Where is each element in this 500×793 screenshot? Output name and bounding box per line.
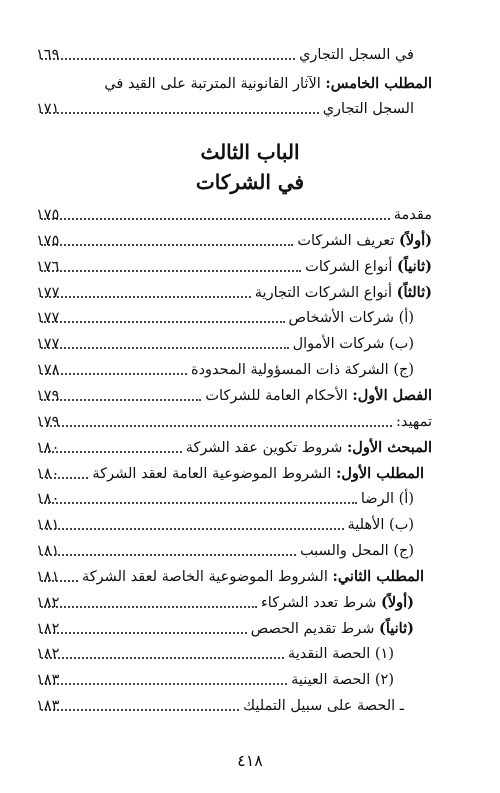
toc-entry xyxy=(37,329,432,353)
toc-page-number: ١٧٨ xyxy=(36,362,60,378)
toc-entry-label xyxy=(361,490,414,508)
toc-entry-text: ـ الحصة على سبيل التمليك xyxy=(243,698,404,714)
dot-leader xyxy=(41,606,257,608)
toc-entry-bold: (ثالثاً) xyxy=(396,284,432,301)
toc-page-number: ١٨٣ xyxy=(36,672,60,688)
toc-entry-text: تعريف الشركات xyxy=(297,233,399,249)
dot-leader xyxy=(41,632,247,634)
toc-entry-text: (ب) شركات الأموال xyxy=(292,336,414,352)
toc-entry-top-3 xyxy=(37,94,432,118)
chapter-title: الباب الثالث xyxy=(200,140,300,164)
toc-entry-bold: (أولاً) xyxy=(380,594,414,611)
toc-entry xyxy=(37,639,432,663)
toc-page-number: ١٨٢ xyxy=(36,595,60,611)
toc-page-number: ١٨٢ xyxy=(36,646,60,662)
dot-leader xyxy=(41,112,319,114)
toc-entry-label xyxy=(205,387,432,405)
toc-entry xyxy=(37,252,432,276)
toc-entry-label xyxy=(191,361,414,379)
toc-entry-text: (ج) المحل والسبب xyxy=(299,543,414,559)
toc-page-number: ١٦٩ xyxy=(36,47,60,63)
toc-entry-label xyxy=(297,232,432,250)
toc-page-number: ١٧٥ xyxy=(36,207,60,223)
toc-entry xyxy=(37,665,432,689)
toc-entry-text: الآثار القانونية المترتبة على القيد في xyxy=(104,76,326,92)
toc-page-number: ١٨١ xyxy=(36,569,60,585)
toc-entry-label xyxy=(288,645,394,663)
toc-page-number: ١٧٦ xyxy=(36,259,60,275)
toc-entry-text: (٢) الحصة العينية xyxy=(291,672,394,688)
toc-entry-bold: المطلب الأول: xyxy=(336,465,424,482)
toc-entry-label xyxy=(82,568,424,586)
toc-entry-label xyxy=(305,258,432,276)
toc-entry-label xyxy=(261,594,414,612)
toc-page-number: ١٨١ xyxy=(36,543,60,559)
toc-entry-bold: (ثانياً) xyxy=(378,620,414,637)
dot-leader xyxy=(41,554,296,556)
toc-entry xyxy=(37,484,432,508)
toc-entry-text: أنواع الشركات xyxy=(305,259,397,275)
toc-page-number: ١٨٣ xyxy=(36,698,60,714)
toc-entry-bold: المبحث الأول: xyxy=(346,439,432,456)
toc-entry-text: (أ) الرضا xyxy=(360,491,414,507)
toc-entry-bold: المطلب الثاني: xyxy=(332,568,424,585)
toc-entry-text: تمهيد: xyxy=(396,414,432,430)
toc-entry-label xyxy=(300,542,414,560)
toc-entry-text: الأحكام العامة للشركات xyxy=(205,388,353,404)
toc-entry xyxy=(37,226,432,250)
toc-entry xyxy=(37,433,432,457)
toc-entry-text: (أ) شركات الأشخاص xyxy=(288,310,414,326)
toc-entry-text: الشروط الموضوعية العامة لعقد الشركة xyxy=(92,466,336,482)
toc-entry-label xyxy=(348,516,414,534)
dot-leader xyxy=(41,58,295,60)
toc-entry-bold: (ثانياً) xyxy=(396,258,432,275)
toc-entry xyxy=(37,562,432,586)
toc-entry-label xyxy=(291,671,394,689)
dot-leader xyxy=(41,657,284,659)
toc-entry-bold: المطلب الخامس: xyxy=(325,75,432,92)
toc-page-number: ١٧٧ xyxy=(36,310,60,326)
toc-entry-bold: (أولاً) xyxy=(398,232,432,249)
toc-entry-label xyxy=(243,697,404,715)
toc-entry-bold: الفصل الأول: xyxy=(352,387,432,404)
dot-leader xyxy=(41,347,289,349)
toc-page-number: ١٧٥ xyxy=(36,233,60,249)
toc-entry-text: شرط تعدد الشركاء xyxy=(260,595,381,611)
toc-entry xyxy=(37,303,432,327)
toc-entry-text: شروط تكوين عقد الشركة xyxy=(185,440,347,456)
dot-leader xyxy=(41,296,251,298)
toc-entry xyxy=(37,355,432,379)
toc-page-number: ١٧٧ xyxy=(36,285,60,301)
toc-entry-text: (ب) الأهلية xyxy=(347,517,414,533)
toc-entry-label xyxy=(92,465,424,483)
toc-entry xyxy=(37,614,432,638)
toc-entry xyxy=(37,407,432,431)
page-footer-number: ٤١٨ xyxy=(237,751,263,770)
toc-page-number: ١٧٩ xyxy=(36,388,60,404)
dot-leader xyxy=(41,270,301,272)
toc-entry-text: شرط تقديم الحصص xyxy=(250,621,379,637)
toc-page-number: ١٧١ xyxy=(36,101,60,117)
dot-leader xyxy=(41,321,285,323)
chapter-subtitle: في الشركات xyxy=(195,170,305,194)
toc-page-number: ١٧٩ xyxy=(36,414,60,430)
toc-entry-text: في السجل التجاري xyxy=(299,47,414,63)
dot-leader xyxy=(41,218,390,220)
toc-entry-text: (ج) الشركة ذات المسؤولية المحدودة xyxy=(191,362,414,378)
toc-entry xyxy=(37,588,432,612)
toc-page-number: ١٨١ xyxy=(36,517,60,533)
toc-entry-label xyxy=(251,620,414,638)
toc-entry xyxy=(37,278,432,302)
toc-entry xyxy=(37,691,432,715)
toc-entry-top-1 xyxy=(37,40,432,64)
toc-page-number: ١٨٠ xyxy=(36,466,60,482)
dot-leader xyxy=(41,425,392,427)
toc-page-number: ١٨٠ xyxy=(36,440,60,456)
toc-entry-text: السجل التجاري xyxy=(322,101,414,117)
toc-page-number: ١٧٧ xyxy=(36,336,60,352)
toc-entry xyxy=(37,381,432,405)
toc-entry xyxy=(37,200,432,224)
toc-entry-text: أنواع الشركات التجارية xyxy=(254,285,397,301)
toc-entry-label xyxy=(186,439,432,457)
toc-entry-text: مقدمة xyxy=(393,207,432,223)
toc-entry-label xyxy=(394,206,432,224)
toc-page-number: ١٨٢ xyxy=(36,621,60,637)
dot-leader xyxy=(41,502,357,504)
toc-entry-label xyxy=(255,284,432,302)
dot-leader xyxy=(41,244,293,246)
toc-entry-text: (١) الحصة النقدية xyxy=(287,646,394,662)
toc-entry-top-2 xyxy=(37,75,432,93)
toc-page-number: ١٨٠ xyxy=(36,491,60,507)
toc-entry-label xyxy=(293,335,414,353)
toc-entry xyxy=(37,459,432,483)
toc-entry-label xyxy=(289,309,414,327)
toc-entry-label xyxy=(396,413,432,431)
toc-entry xyxy=(37,536,432,560)
dot-leader xyxy=(41,709,239,711)
toc-entry xyxy=(37,510,432,534)
dot-leader xyxy=(41,683,287,685)
toc-entry-text: الشروط الموضوعية الخاصة لعقد الشركة xyxy=(81,569,333,585)
dot-leader xyxy=(41,528,344,530)
